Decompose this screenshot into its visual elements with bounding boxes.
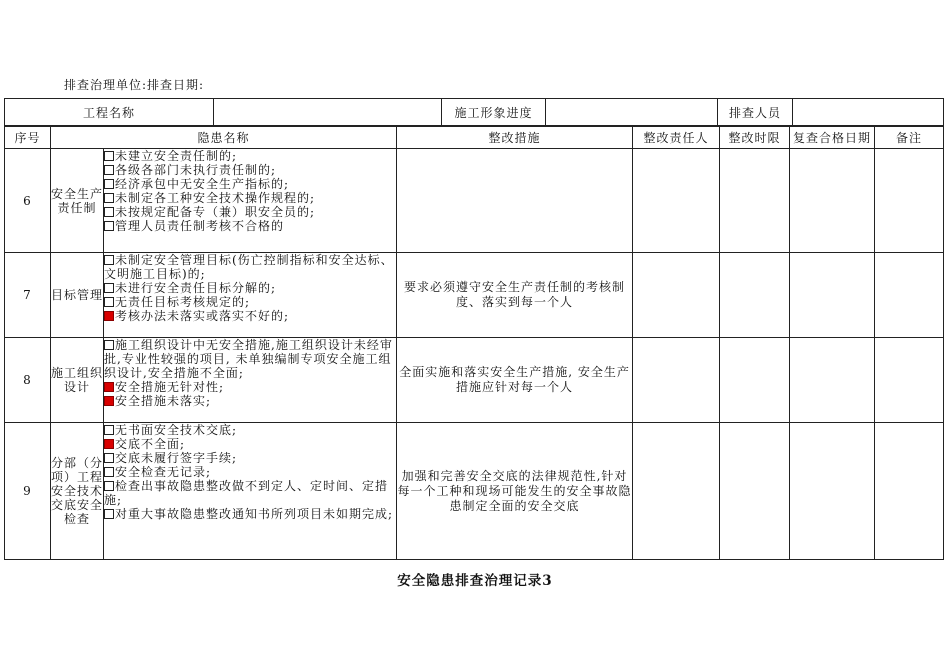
hazard-item: 对重大事故隐患整改通知书所列项目未如期完成; [104, 507, 396, 521]
deadline-cell [720, 338, 790, 423]
checkbox-checked[interactable] [104, 382, 114, 392]
rectification-measure: 全面实施和落实安全生产措施, 安全生产措施应针对每一个人 [397, 338, 633, 423]
hazard-item: 安全措施无针对性; [104, 380, 396, 394]
rectification-measure: 要求必须遵守安全生产责任制的考核制度、落实到每一个人 [397, 253, 633, 338]
row-number: 9 [5, 423, 51, 560]
construction-progress-label: 施工形象进度 [442, 99, 546, 126]
hazard-item: 无书面安全技术交底; [104, 423, 396, 437]
document-caption: 安全隐患排查治理记录3 [397, 573, 553, 589]
hazard-item: 施工组织设计中无安全措施,施工组织设计未经审批,专业性较强的项目, 未单独编制专项安全施工组织设计,安全措施不全面; [104, 338, 393, 380]
table-header-row [5, 127, 944, 149]
construction-progress-value [546, 99, 718, 126]
recheck-date-cell [790, 253, 875, 338]
hazard-category: 安全生产责任制 [51, 149, 104, 253]
remarks-cell [875, 149, 944, 253]
table-row [5, 338, 944, 423]
row-number: 7 [5, 253, 51, 338]
hazard-item: 未按规定配备专（兼）职安全员的; [104, 205, 396, 219]
deadline-cell [720, 253, 790, 338]
hazard-item: 无责任目标考核规定的; [104, 295, 396, 309]
checkbox[interactable] [104, 151, 114, 161]
checkbox-checked[interactable] [104, 311, 114, 321]
hazard-item: 未进行安全责任目标分解的; [104, 281, 396, 295]
hazard-checklist [104, 423, 397, 560]
deadline-cell [720, 423, 790, 560]
hazard-item: 未建立安全责任制的; [104, 149, 396, 163]
checkbox[interactable] [104, 481, 114, 491]
col-header-recheck-date: 复查合格日期 [790, 127, 875, 149]
hazard-item: 安全措施未落实; [104, 394, 396, 408]
hazard-item: 安全检查无记录; [104, 465, 396, 479]
table-row [5, 149, 944, 253]
checkbox[interactable] [104, 453, 114, 463]
hazard-record-table [4, 126, 944, 560]
hazard-item: 未制定安全管理目标(伤亡控制指标和安全达标、文明施工目标)的; [104, 253, 394, 281]
responsible-cell [633, 149, 720, 253]
hazard-item: 管理人员责任制考核不合格的 [104, 219, 396, 233]
table-row [5, 253, 944, 338]
checkbox[interactable] [104, 207, 114, 217]
hazard-category: 施工组织设计 [51, 338, 104, 423]
hazard-category: 目标管理 [51, 253, 104, 338]
project-name-label: 工程名称 [5, 99, 214, 126]
hazard-item: 经济承包中无安全生产指标的; [104, 177, 396, 191]
checkbox[interactable] [104, 255, 114, 265]
hazard-checklist [104, 338, 397, 423]
col-header-measures: 整改措施 [397, 127, 633, 149]
row-number: 6 [5, 149, 51, 253]
checkbox[interactable] [104, 165, 114, 175]
hazard-item: 检查出事故隐患整改做不到定人、定时间、定措施; [104, 479, 389, 507]
checkbox[interactable] [104, 340, 114, 350]
responsible-cell [633, 423, 720, 560]
checkbox[interactable] [104, 283, 114, 293]
checkbox[interactable] [104, 193, 114, 203]
remarks-cell [875, 338, 944, 423]
checkbox-checked[interactable] [104, 396, 114, 406]
rectification-measure: 加强和完善安全交底的法律规范性,针对每一个工种和现场可能发生的安全事故隐患制定全面的安全交底 [397, 423, 633, 560]
unit-date-line: 排查治理单位:排查日期: [64, 78, 205, 92]
checkbox[interactable] [104, 221, 114, 231]
col-header-responsible: 整改责任人 [633, 127, 720, 149]
recheck-date-cell [790, 423, 875, 560]
col-header-remarks: 备注 [875, 127, 944, 149]
hazard-item: 各级各部门未执行责任制的; [104, 163, 396, 177]
checkbox-checked[interactable] [104, 439, 114, 449]
hazard-checklist [104, 253, 397, 338]
hazard-item: 交底不全面; [104, 437, 396, 451]
project-name-value [214, 99, 442, 126]
hazard-category: 分部（分项）工程安全技术交底安全检查 [51, 423, 104, 560]
table-row [5, 423, 944, 560]
inspector-label: 排查人员 [718, 99, 793, 126]
hazard-checklist [104, 149, 397, 253]
deadline-cell [720, 149, 790, 253]
checkbox[interactable] [104, 297, 114, 307]
checkbox[interactable] [104, 425, 114, 435]
col-header-index: 序号 [5, 127, 51, 149]
hazard-item: 未制定各工种安全技术操作规程的; [104, 191, 396, 205]
checkbox[interactable] [104, 509, 114, 519]
checkbox[interactable] [104, 467, 114, 477]
inspector-value [793, 99, 944, 126]
remarks-cell [875, 253, 944, 338]
recheck-date-cell [790, 338, 875, 423]
hazard-item: 考核办法未落实或落实不好的; [104, 309, 396, 323]
col-header-hazard-name: 隐患名称 [51, 127, 397, 149]
col-header-deadline: 整改时限 [720, 127, 790, 149]
hazard-item: 交底未履行签字手续; [104, 451, 396, 465]
responsible-cell [633, 338, 720, 423]
rectification-measure [397, 149, 633, 253]
remarks-cell [875, 423, 944, 560]
responsible-cell [633, 253, 720, 338]
recheck-date-cell [790, 149, 875, 253]
row-number: 8 [5, 338, 51, 423]
checkbox[interactable] [104, 179, 114, 189]
project-info-table [4, 98, 944, 126]
